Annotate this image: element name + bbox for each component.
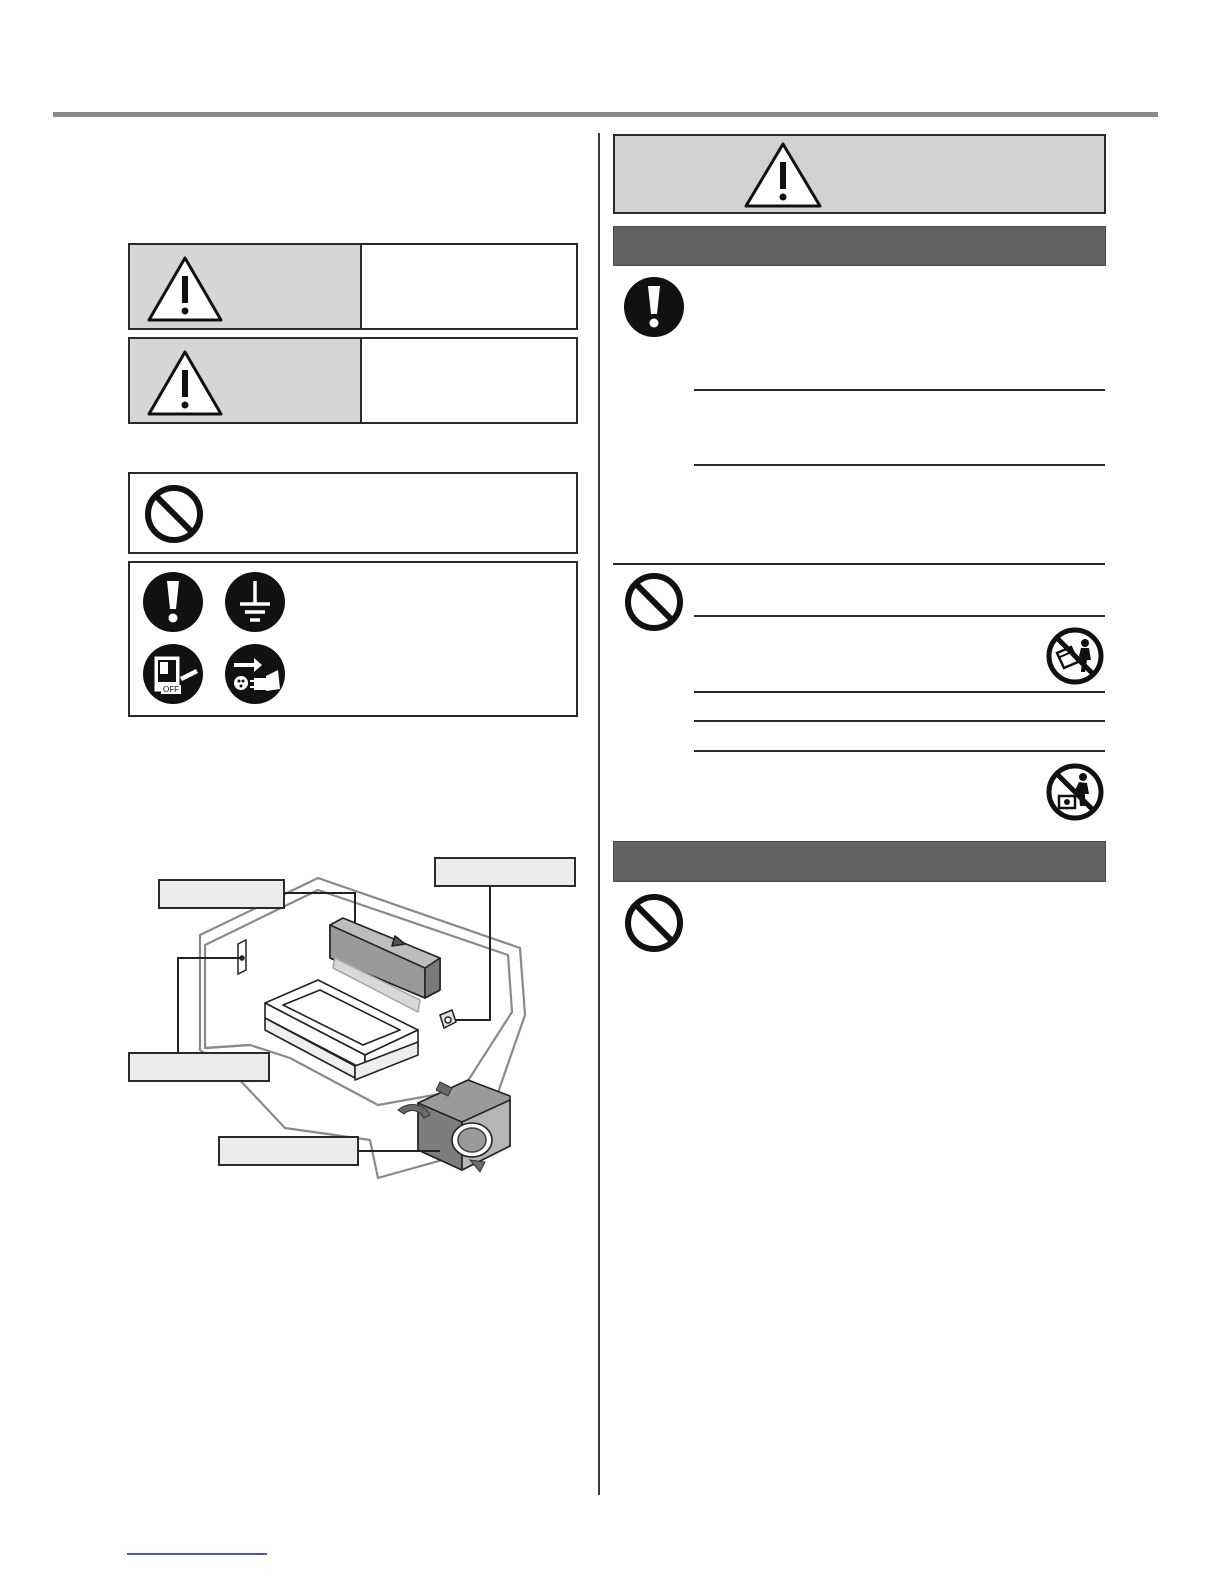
warning-triangle-icon [742,140,824,210]
hazard-box-warning [128,243,578,330]
diagram-callout-plug [434,857,576,887]
diagram-callout-outdoor-unit [218,1136,359,1166]
unplug-icon [224,643,286,705]
column-divider [598,133,600,1495]
mandatory-action-icon [142,571,204,633]
hazard-box-caution-graphic [130,339,362,422]
warning-banner [613,134,1106,214]
no-wet-hands-icon [1045,626,1105,686]
ground-icon [224,571,286,633]
item-divider [694,720,1105,722]
switch-off-label: OFF [163,685,179,694]
item-divider [694,389,1105,391]
item-divider [694,615,1105,617]
hazard-box-caution-text [362,339,576,422]
diagram-callout-remote [128,1052,270,1082]
group-divider [613,563,1105,565]
prohibition-legend-box [128,472,578,554]
warning-triangle-icon [145,348,225,418]
prohibited-icon [623,892,685,954]
header-rule [53,112,1158,117]
hazard-box-warning-graphic [130,245,362,328]
hazard-box-caution [128,337,578,424]
prohibited-icon [143,483,205,545]
warning-triangle-icon [145,254,225,324]
diagram-callout-indoor-unit [158,879,285,909]
item-divider [694,691,1105,693]
footer-link-underline[interactable] [127,1553,267,1555]
switch-off-icon [142,643,204,705]
mandatory-action-icon [623,276,685,338]
item-divider [694,750,1105,752]
no-standing-icon [1045,762,1105,822]
section-bar-1 [613,226,1106,266]
prohibited-icon [623,571,685,633]
section-bar-2 [613,841,1106,882]
hazard-box-warning-text [362,245,576,328]
mandatory-legend-box [128,561,578,717]
item-divider [694,464,1105,466]
